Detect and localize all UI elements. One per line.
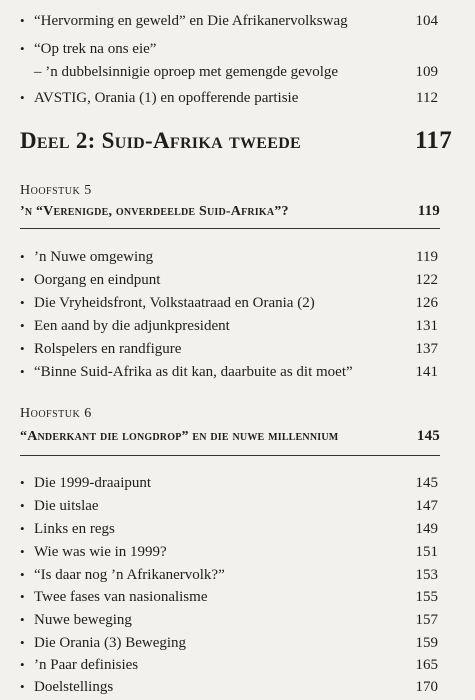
chapter-rule [20, 228, 440, 229]
entry-page: 137 [415, 341, 438, 357]
entry-text: Nuwe beweging [34, 612, 132, 628]
toc-entry [20, 474, 438, 492]
bullet-icon: • [20, 249, 25, 264]
entry-page: 126 [415, 295, 438, 311]
entry-page: 159 [415, 635, 438, 651]
entry-page: 145 [415, 475, 438, 491]
bullet-icon: • [20, 612, 25, 627]
bullet-icon: • [20, 318, 25, 333]
toc-entry [20, 40, 438, 58]
entry-text: Wie was wie in 1999? [34, 544, 167, 560]
entry-text: Doelstellings [34, 679, 114, 695]
part-page: 117 [414, 127, 452, 154]
bullet-icon: • [20, 521, 25, 536]
entry-page: 131 [415, 318, 438, 334]
chapter-title: ’n “Verenigde, onverdeelde Suid-Afrika”? [20, 204, 289, 219]
bullet-icon: • [20, 567, 25, 582]
bullet-icon: • [20, 41, 25, 56]
toc-entry [20, 271, 438, 289]
entry-page: 147 [415, 498, 438, 514]
chapter-page: 145 [416, 428, 440, 444]
part-heading [20, 127, 452, 155]
entry-text: Oorgang en eindpunt [34, 272, 161, 288]
chapter-rule [20, 455, 440, 456]
bullet-icon: • [20, 544, 25, 559]
entry-text: ’n Nuwe omgewing [34, 249, 154, 265]
toc-entry [20, 588, 438, 606]
entry-page: 149 [415, 521, 438, 537]
chapter-label: Hoofstuk 6 [20, 406, 92, 421]
chapter-title: “Anderkant die longdrop” en die nuwe millennium [20, 429, 339, 444]
entry-text: Een aand by die adjunkpresident [34, 318, 230, 334]
entry-text: Die Orania (3) Beweging [34, 635, 187, 651]
bullet-icon: • [20, 364, 25, 379]
entry-text: AVSTIG, Orania (1) en opofferende partisie [34, 90, 299, 106]
entry-page: 170 [415, 679, 438, 695]
bullet-icon: • [20, 679, 25, 694]
toc-entry [20, 248, 438, 266]
bullet-icon: • [20, 498, 25, 513]
entry-text: Die 1999-draaipunt [34, 475, 152, 491]
toc-entry [20, 634, 438, 652]
chapter-label: Hoofstuk 5 [20, 183, 92, 198]
toc-entry [20, 543, 438, 561]
entry-text: “Op trek na ons eie” [34, 41, 157, 57]
toc-entry [20, 656, 438, 674]
bullet-icon: • [20, 272, 25, 287]
bullet-icon: • [20, 657, 25, 672]
entry-text: Die uitslae [34, 498, 99, 514]
bullet-icon: • [20, 589, 25, 604]
entry-page: 165 [415, 657, 438, 673]
entry-page: 153 [415, 567, 438, 583]
bullet-icon: • [20, 295, 25, 310]
toc-entry [20, 363, 438, 381]
toc-entry-continuation [34, 63, 438, 81]
entry-page: 109 [415, 64, 438, 80]
entry-page: 155 [415, 589, 438, 605]
entry-text: “Is daar nog ’n Afrikanervolk?” [34, 567, 225, 583]
chapter-page: 119 [417, 203, 440, 219]
bullet-icon: • [20, 90, 25, 105]
chapter-title-row [20, 203, 440, 220]
entry-text: Twee fases van nasionalisme [34, 589, 208, 605]
toc-entry [20, 340, 438, 358]
toc-entry [20, 89, 438, 107]
toc-entry [20, 520, 438, 538]
bullet-icon: • [20, 635, 25, 650]
toc-entry [20, 12, 438, 30]
chapter-title-row [20, 428, 440, 445]
entry-page: 151 [415, 544, 438, 560]
entry-page: 141 [415, 364, 438, 380]
part-title: Deel 2: Suid-Afrika tweede [20, 128, 302, 153]
bullet-icon: • [20, 341, 25, 356]
toc-entry [20, 566, 438, 584]
toc-entry [20, 497, 438, 515]
entry-text: ’n Paar definisies [34, 657, 139, 673]
toc-entry [20, 611, 438, 629]
toc-entry [20, 294, 438, 312]
entry-page: 157 [415, 612, 438, 628]
toc-entry [20, 317, 438, 335]
entry-text: Die Vryheidsfront, Volkstaatraad en Orania (2) [34, 295, 315, 311]
entry-page: 112 [416, 90, 438, 106]
entry-text: Rolspelers en randfigure [34, 341, 182, 357]
bullet-icon: • [20, 475, 25, 490]
entry-text: “Binne Suid-Afrika as dit kan, daarbuite as dit moet” [34, 364, 353, 380]
entry-page: 119 [416, 249, 438, 265]
entry-page: 122 [415, 272, 438, 288]
toc-entry [20, 678, 438, 696]
entry-text: – ’n dubbelsinnigie oproep met gemengde gevolge [34, 64, 339, 80]
entry-page: 104 [415, 13, 438, 29]
entry-text: “Hervorming en geweld” en Die Afrikanervolkswag [34, 13, 348, 29]
bullet-icon: • [20, 13, 25, 28]
entry-text: Links en regs [34, 521, 115, 537]
